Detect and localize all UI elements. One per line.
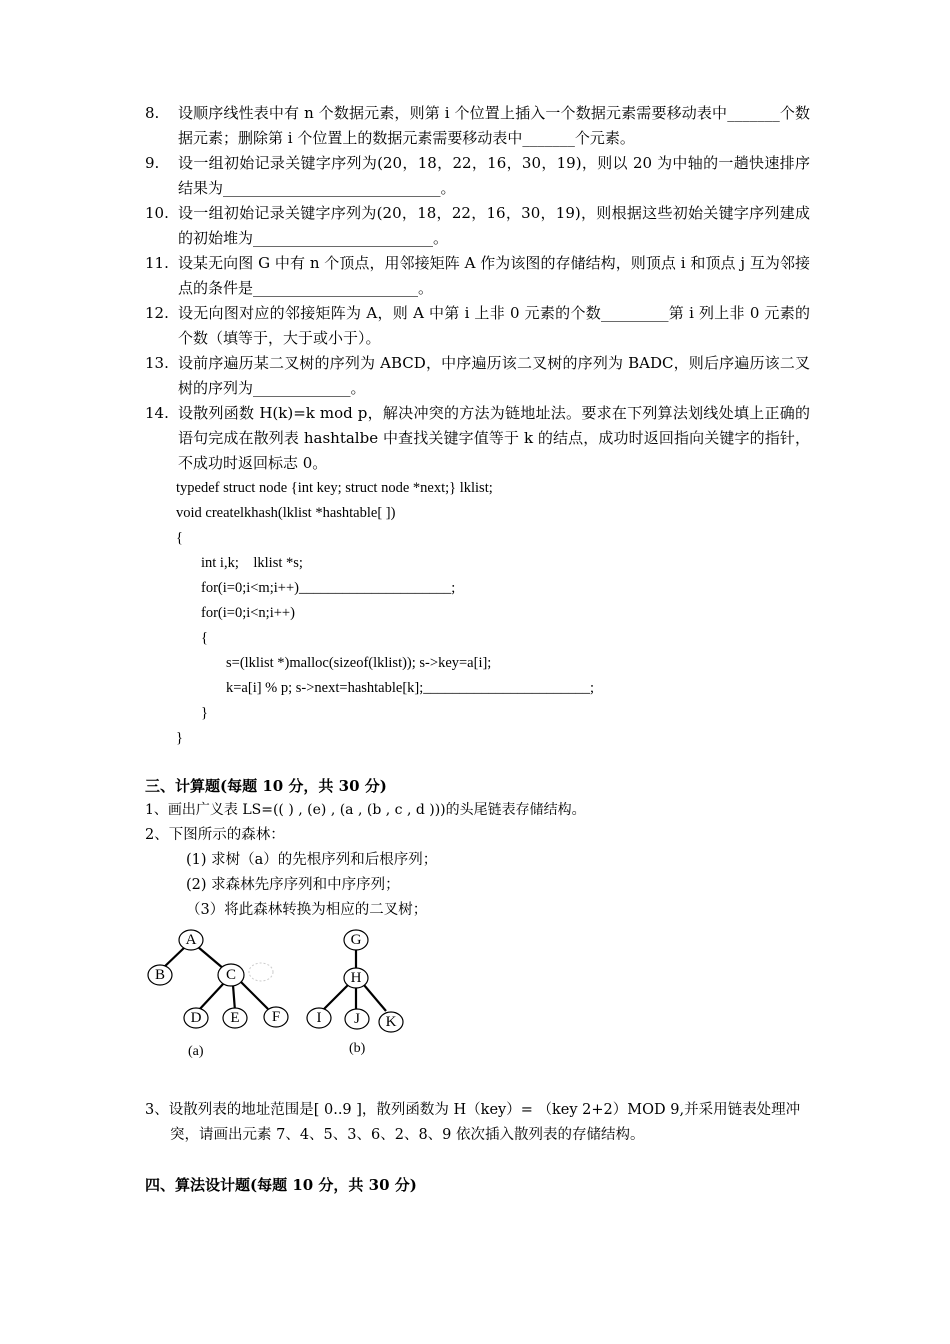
edge-c-e [233,985,235,1011]
question-number: 8. [145,104,160,122]
code-line-10: } [201,705,208,721]
section-3-q2-item-2: (2) 求森林先序序列和中序序列； [186,877,400,893]
node-h-label: H [350,970,362,986]
tree-a-caption: (a) [188,1044,204,1059]
node-b-label: B [154,967,166,983]
code-line-8: s=(lklist *)malloc(sizeof(lklist)); s->key=a[i]; [226,655,492,671]
question-11 [145,251,810,301]
node-f-label: F [271,1009,281,1025]
question-number: 9. [145,154,160,172]
section-3-q3 [145,1098,810,1148]
question-text: 设前序遍历某二叉树的序列为 ABCD，中序遍历该二叉树的序列为 BADC，则后序遍历该二叉树的序列为_____________。 [178,354,810,397]
section-3-title: 三、计算题(每题 10 分，共 30 分) [145,777,387,795]
question-text: 设散列函数 H(k)=k mod p，解决冲突的方法为链地址法。要求在下列算法划线处填上正确的语句完成在散列表 hashtalbe 中查找关键字值等于 k 的结点，成功时返回指向关键字的指针，不成功时返回标志 0。 [178,404,810,472]
code-line-7: { [201,630,208,646]
edge-h-i [324,985,348,1009]
question-text: 设一组初始记录关键字序列为(20，18，22，16，30，19)，则以 20 为中轴的一趟快速排序结果为_____________________________。 [178,154,810,197]
question-text: 设顺序线性表中有 n 个数据元素，则第 i 个位置上插入一个数据元素需要移动表中_______个数据元素；删除第 i 个位置上的数据元素需要移动表中_______个元素。 [178,104,810,147]
question-14 [145,401,810,476]
question-text: 设一组初始记录关键字序列为(20，18，22，16，30，19)，则根据这些初始关键字序列建成的初始堆为________________________。 [178,204,810,247]
question-9 [145,151,810,201]
tree-b-caption: (b) [349,1041,366,1056]
question-number: 14. [145,404,169,422]
question-10 [145,201,810,251]
section-3-q2-item-1: (1) 求树（a）的先根序列和后根序列； [186,852,438,868]
section-3-q1: 1、画出广义表 LS=(( ) , (e) , (a , (b , c , d )))的头尾链表存储结构。 [145,802,586,818]
question-8 [145,101,810,151]
question-number: 11. [145,254,169,272]
node-i-label: I [316,1010,322,1026]
node-a-label: A [185,932,197,948]
section-3-q2-item-3: （3）将此森林转换为相应的二叉树； [186,902,428,918]
node-c-label: C [225,967,237,983]
code-line-9: k=a[i] % p; s->next=hashtable[k];_______________________; [226,680,595,696]
question-text: 设某无向图 G 中有 n 个顶点，用邻接矩阵 A 作为该图的存储结构，则顶点 i 和顶点 j 互为邻接点的条件是______________________。 [178,254,810,297]
node-d-label: D [190,1010,202,1026]
question-13 [145,351,810,401]
node-e-label: E [230,1010,240,1026]
empty-node-placeholder [249,963,273,981]
code-line-1: typedef struct node {int key; struct node *next;} lklist; [176,480,493,496]
code-line-11: } [176,730,183,746]
node-g-label: G [350,932,362,948]
edge-h-k [364,985,386,1011]
code-line-3: { [176,530,183,546]
node-j-label: J [354,1011,360,1027]
code-line-5: for(i=0;i<m;i++)_____________________; [201,580,456,596]
edge-c-f [240,981,268,1009]
question-text: 设无向图对应的邻接矩阵为 A，则 A 中第 i 上非 0 元素的个数_________第 i 列上非 0 元素的个数（填等于，大于或小于）。 [178,304,810,347]
section-4-title: 四、算法设计题(每题 10 分，共 30 分) [145,1176,417,1194]
section-3-q3-text: 3、设散列表的地址范围是[ 0..9 ]，散列函数为 H（key）= （key 2+2）MOD 9,并采用链表处理冲突，请画出元素 7、4、5、3、6、2、8、9 依次插入散列表的存储结构。 [145,1102,801,1143]
question-number: 10. [145,204,169,222]
question-number: 13. [145,354,169,372]
code-line-2: void createlkhash(lklist *hashtable[ ]) [176,505,396,521]
edge-c-d [198,983,224,1011]
question-number: 12. [145,304,169,322]
edge-a-c [198,947,224,969]
section-3-q2: 2、下图所示的森林： [145,827,285,843]
question-12 [145,301,810,351]
code-line-6: for(i=0;i<n;i++) [201,605,295,621]
code-line-4: int i,k; lklist *s; [201,555,303,571]
forest-diagram [140,925,420,1065]
node-k-label: K [385,1014,397,1030]
